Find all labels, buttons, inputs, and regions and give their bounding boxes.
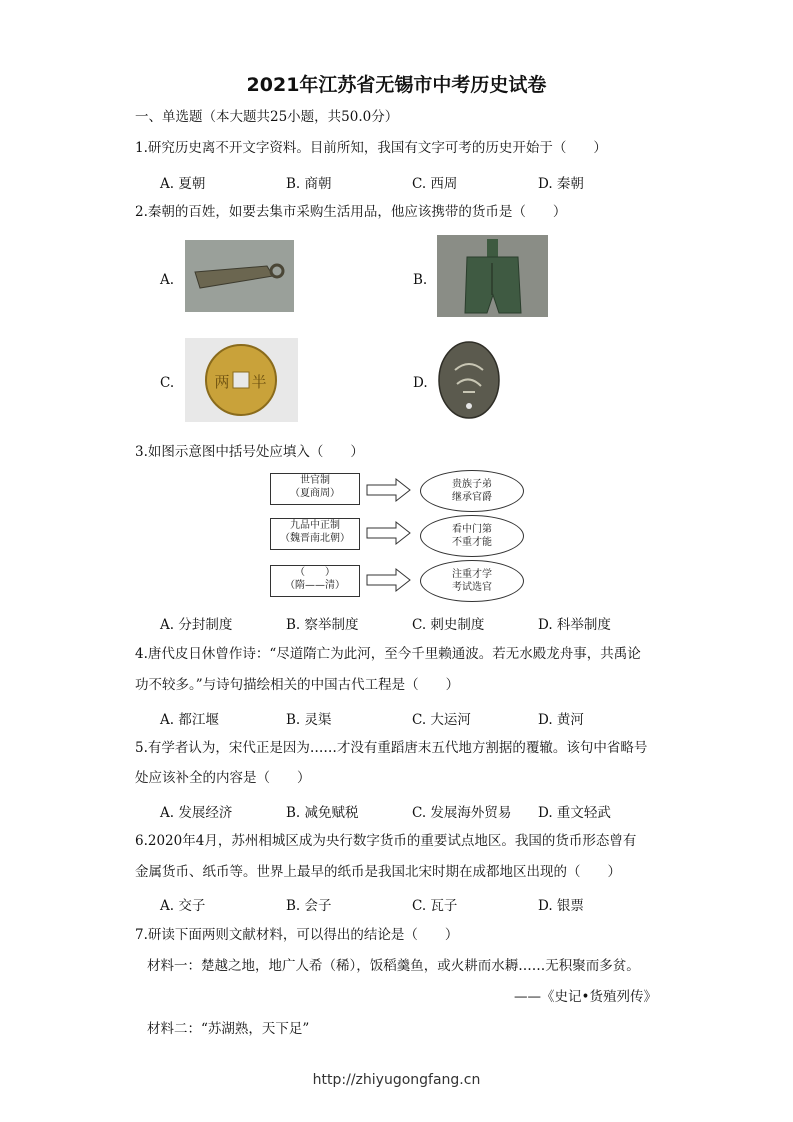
spade-coin-icon <box>437 235 548 317</box>
q5-option-c[interactable]: C. 发展海外贸易 <box>412 805 512 821</box>
q2-label-d[interactable]: D. <box>413 375 428 391</box>
q2-label-b[interactable]: B. <box>413 272 428 288</box>
diagram-box-2: 九品中正制 （魏晋南北朝） <box>270 518 360 550</box>
q1-option-c[interactable]: C. 西周 <box>412 176 458 192</box>
q2-label-c[interactable]: C. <box>160 375 175 391</box>
banliang-coin-icon <box>185 338 298 422</box>
question-7-stem: 7.研读下面两则文献材料，可以得出的结论是（ ） <box>135 927 459 943</box>
q4-option-a[interactable]: A. 都江堰 <box>160 712 219 728</box>
q5-option-a[interactable]: A. 发展经济 <box>160 805 233 821</box>
question-6-stem-line1: 6.2020年4月，苏州相城区成为央行数字货币的重要试点地区。我国的货币形态曾有 <box>135 833 637 849</box>
diagram-ellipse-2: 看中门第 不重才能 <box>420 515 524 557</box>
q7-material-1: 材料一：楚越之地，地广人希（稀），饭稻羹鱼，或火耕而水耨……无积聚而多贫。 <box>147 958 640 974</box>
section-heading: 一、单选题（本大题共25小题，共50.0分） <box>135 109 399 125</box>
q6-option-a[interactable]: A. 交子 <box>160 898 206 914</box>
q4-option-d[interactable]: D. 黄河 <box>538 712 584 728</box>
question-3-stem: 3.如图示意图中括号处应填入（ ） <box>135 444 364 460</box>
question-2-stem: 2.秦朝的百姓，如要去集市采购生活用品，他应该携带的货币是（ ） <box>135 204 567 220</box>
diagram-ellipse-3: 注重才学 考试选官 <box>420 560 524 602</box>
q7-material-1-source: ——《史记•货殖列传》 <box>514 989 657 1005</box>
q1-option-b[interactable]: B. 商朝 <box>286 176 332 192</box>
q3-option-a[interactable]: A. 分封制度 <box>160 617 233 633</box>
question-4-stem-line2: 功不较多。”与诗句描绘相关的中国古代工程是（ ） <box>135 677 460 693</box>
q1-option-a[interactable]: A. 夏朝 <box>160 176 206 192</box>
question-1-stem: 1.研究历史离不开文字资料。目前所知，我国有文字可考的历史开始于（ ） <box>135 140 607 156</box>
q4-option-b[interactable]: B. 灵渠 <box>286 712 332 728</box>
q4-option-c[interactable]: C. 大运河 <box>412 712 471 728</box>
antnose-coin-image <box>437 340 501 422</box>
q6-option-b[interactable]: B. 会子 <box>286 898 332 914</box>
diagram-ellipse-1: 贵族子弟 继承官爵 <box>420 470 524 512</box>
antnose-coin-icon <box>437 340 501 422</box>
question-5-stem-line1: 5.有学者认为，宋代正是因为……才没有重蹈唐末五代地方割据的覆辙。该句中省略号 <box>135 740 648 756</box>
diagram-box-3: （ ） （隋——清） <box>270 565 360 597</box>
diagram-box-1: 世官制 （夏商周） <box>270 473 360 505</box>
banliang-coin-image <box>185 338 298 422</box>
page-title: 2021年江苏省无锡市中考历史试卷 <box>246 74 547 96</box>
q5-option-b[interactable]: B. 减免赋税 <box>286 805 359 821</box>
knife-coin-image <box>185 240 294 312</box>
coin-char-ban: 半 <box>251 373 267 391</box>
question-5-stem-line2: 处应该补全的内容是（ ） <box>135 770 311 786</box>
diagram-arrows-icon <box>366 478 412 598</box>
question-6-stem-line2: 金属货币、纸币等。世界上最早的纸币是我国北宋时期在成都地区出现的（ ） <box>135 864 621 880</box>
q3-option-d[interactable]: D. 科举制度 <box>538 617 611 633</box>
q6-option-c[interactable]: C. 瓦子 <box>412 898 458 914</box>
q3-option-c[interactable]: C. 刺史制度 <box>412 617 485 633</box>
q2-label-a[interactable]: A. <box>160 272 175 288</box>
q6-option-d[interactable]: D. 银票 <box>538 898 584 914</box>
question-4-stem-line1: 4.唐代皮日休曾作诗：“尽道隋亡为此河，至今千里赖通波。若无水殿龙舟事，共禹论 <box>135 646 641 662</box>
q1-option-d[interactable]: D. 秦朝 <box>538 176 584 192</box>
q7-material-2: 材料二：“苏湖熟，天下足” <box>147 1021 310 1037</box>
spade-coin-image <box>437 235 548 317</box>
q5-option-d[interactable]: D. 重文轻武 <box>538 805 611 821</box>
footer-url[interactable]: http://zhiyugongfang.cn <box>312 1072 481 1088</box>
coin-char-liang: 两 <box>214 373 230 391</box>
knife-coin-icon <box>185 240 294 312</box>
q3-option-b[interactable]: B. 察举制度 <box>286 617 359 633</box>
